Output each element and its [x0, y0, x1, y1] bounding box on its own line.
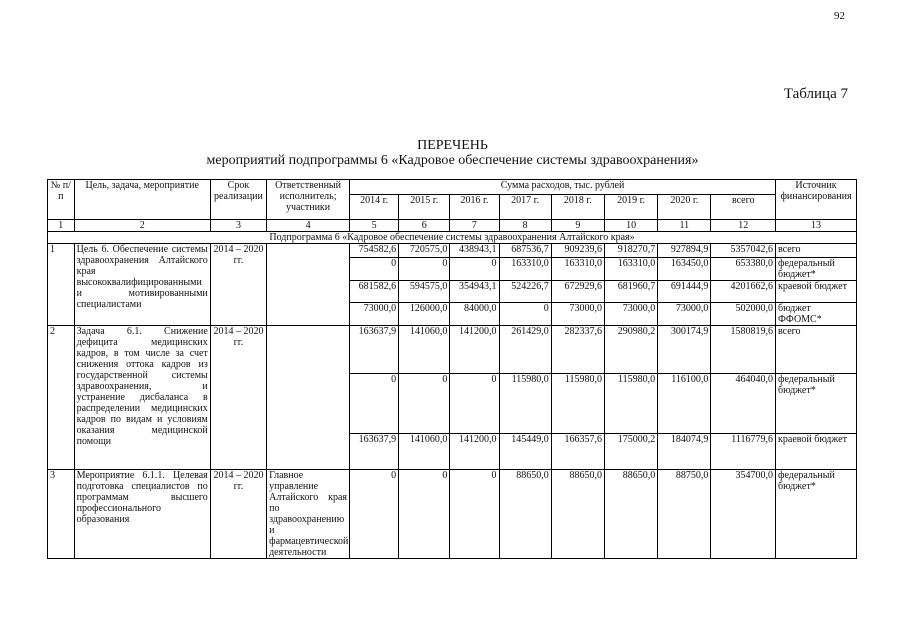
year-value: 0 — [399, 258, 450, 281]
header-year: 2014 г. — [350, 195, 399, 220]
year-value: 163310,0 — [604, 258, 657, 281]
year-value: 141200,0 — [450, 326, 499, 374]
year-value: 88650,0 — [604, 470, 657, 559]
term-text: 2014 – 2020 гг. — [210, 470, 266, 559]
total-value: 1116779,6 — [711, 434, 776, 470]
year-value: 524226,7 — [499, 281, 551, 303]
year-value: 126000,0 — [399, 303, 450, 326]
year-value: 0 — [399, 470, 450, 559]
title-line-1: ПЕРЕЧЕНЬ — [417, 138, 488, 153]
column-number: 12 — [711, 220, 776, 232]
year-value: 0 — [499, 303, 551, 326]
table-row — [48, 326, 857, 374]
total-value: 653380,0 — [711, 258, 776, 281]
year-value: 73000,0 — [350, 303, 399, 326]
year-value: 73000,0 — [551, 303, 604, 326]
column-number: 6 — [399, 220, 450, 232]
year-value: 88650,0 — [499, 470, 551, 559]
year-value: 73000,0 — [658, 303, 711, 326]
header-responsible: Ответственный исполнитель; участники — [267, 180, 350, 220]
funding-source: бюджет ФФОМС* — [776, 303, 857, 326]
year-value: 141200,0 — [450, 434, 499, 470]
header-year: 2015 г. — [399, 195, 450, 220]
header-total: всего — [711, 195, 776, 220]
year-value: 163310,0 — [499, 258, 551, 281]
funding-source: краевой бюджет — [776, 281, 857, 303]
column-number: 1 — [48, 220, 75, 232]
year-value: 115980,0 — [604, 374, 657, 434]
column-number: 5 — [350, 220, 399, 232]
funding-source: федеральный бюджет* — [776, 374, 857, 434]
row-number: 2 — [48, 326, 75, 470]
subprogram-title: Подпрограмма 6 «Кадровое обеспечение системы здравоохранения Алтайского края» — [48, 232, 857, 244]
year-value: 73000,0 — [604, 303, 657, 326]
header-year: 2016 г. — [450, 195, 499, 220]
year-value: 184074,9 — [658, 434, 711, 470]
row-number: 1 — [48, 244, 75, 326]
header-source: Источник финансирования — [776, 180, 857, 220]
column-number: 10 — [604, 220, 657, 232]
year-value: 681960,7 — [604, 281, 657, 303]
year-value: 0 — [399, 374, 450, 434]
year-value: 909239,6 — [551, 244, 604, 258]
title-line-2: мероприятий подпрограммы 6 «Кадровое обеспечение системы здравоохранения» — [206, 153, 699, 168]
year-value: 84000,0 — [450, 303, 499, 326]
year-value: 438943,1 — [450, 244, 499, 258]
year-value: 672929,6 — [551, 281, 604, 303]
header-term: Срок реализации — [210, 180, 266, 220]
year-value: 115980,0 — [551, 374, 604, 434]
column-number: 2 — [74, 220, 210, 232]
funding-source: краевой бюджет — [776, 434, 857, 470]
document-title — [0, 138, 905, 168]
year-value: 687536,7 — [499, 244, 551, 258]
column-number: 13 — [776, 220, 857, 232]
header-goal: Цель, задача, мероприятие — [74, 180, 210, 220]
year-value: 145449,0 — [499, 434, 551, 470]
year-value: 175000,2 — [604, 434, 657, 470]
expenses-table — [47, 179, 857, 559]
year-value: 594575,0 — [399, 281, 450, 303]
table-row — [48, 244, 857, 258]
year-value: 163310,0 — [551, 258, 604, 281]
year-value: 116100,0 — [658, 374, 711, 434]
header-year: 2020 г. — [658, 195, 711, 220]
year-value: 754582,6 — [350, 244, 399, 258]
column-number: 8 — [499, 220, 551, 232]
header-sum: Сумма расходов, тыс. рублей — [350, 180, 776, 195]
goal-text: Цель 6. Обеспечение системы здравоохранения Алтайского края высококвалифицированными и мотивированными специалистами — [74, 244, 210, 326]
header-year: 2019 г. — [604, 195, 657, 220]
year-value: 0 — [350, 258, 399, 281]
year-value: 261429,0 — [499, 326, 551, 374]
total-value: 5357042,6 — [711, 244, 776, 258]
funding-source: всего — [776, 326, 857, 374]
year-value: 141060,0 — [399, 326, 450, 374]
header-year: 2017 г. — [499, 195, 551, 220]
year-value: 141060,0 — [399, 434, 450, 470]
term-text: 2014 – 2020 гг. — [210, 326, 266, 470]
year-value: 115980,0 — [499, 374, 551, 434]
table-body — [48, 244, 857, 559]
total-value: 464040,0 — [711, 374, 776, 434]
table-label: Таблица 7 — [783, 86, 848, 102]
table-row — [48, 470, 857, 559]
year-value: 354943,1 — [450, 281, 499, 303]
year-value: 163637,9 — [350, 434, 399, 470]
responsible-text: Главное управление Алтайского края по здравоохранению и фармацевтической деятельности — [267, 470, 350, 559]
year-value: 163637,9 — [350, 326, 399, 374]
year-value: 720575,0 — [399, 244, 450, 258]
row-number: 3 — [48, 470, 75, 559]
year-value: 0 — [450, 258, 499, 281]
total-value: 1580819,6 — [711, 326, 776, 374]
year-value: 166357,6 — [551, 434, 604, 470]
column-number: 11 — [658, 220, 711, 232]
year-value: 691444,9 — [658, 281, 711, 303]
column-number: 4 — [267, 220, 350, 232]
column-number: 3 — [210, 220, 266, 232]
total-value: 502000,0 — [711, 303, 776, 326]
year-value: 88650,0 — [551, 470, 604, 559]
column-number: 9 — [551, 220, 604, 232]
funding-source: всего — [776, 244, 857, 258]
column-number-row — [48, 220, 857, 232]
total-value: 4201662,6 — [711, 281, 776, 303]
year-value: 927894,9 — [658, 244, 711, 258]
year-value: 163450,0 — [658, 258, 711, 281]
total-value: 354700,0 — [711, 470, 776, 559]
year-value: 0 — [450, 374, 499, 434]
year-value: 282337,6 — [551, 326, 604, 374]
header-year: 2018 г. — [551, 195, 604, 220]
year-value: 0 — [350, 470, 399, 559]
year-value: 290980,2 — [604, 326, 657, 374]
funding-source: федеральный бюджет* — [776, 470, 857, 559]
header-num: № п/п — [48, 180, 75, 220]
funding-source: федеральный бюджет* — [776, 258, 857, 281]
responsible-text — [267, 326, 350, 470]
responsible-text — [267, 244, 350, 326]
goal-text: Мероприятие 6.1.1. Целевая подготовка специалистов по программам высшего профессионального образования — [74, 470, 210, 559]
term-text: 2014 – 2020 гг. — [210, 244, 266, 326]
column-number: 7 — [450, 220, 499, 232]
subprogram-row — [48, 232, 857, 244]
year-value: 0 — [450, 470, 499, 559]
year-value: 0 — [350, 374, 399, 434]
year-value: 681582,6 — [350, 281, 399, 303]
year-value: 918270,7 — [604, 244, 657, 258]
year-value: 300174,9 — [658, 326, 711, 374]
page-number: 92 — [834, 10, 845, 22]
goal-text: Задача 6.1. Снижение дефицита медицинских кадров, в том числе за счет снижения оттока кадров из государственной системы здравоохранения, и устранение дисбаланса в распределении медицинских кадров по видам и условиям оказания медицинской помощи — [74, 326, 210, 470]
year-value: 88750,0 — [658, 470, 711, 559]
